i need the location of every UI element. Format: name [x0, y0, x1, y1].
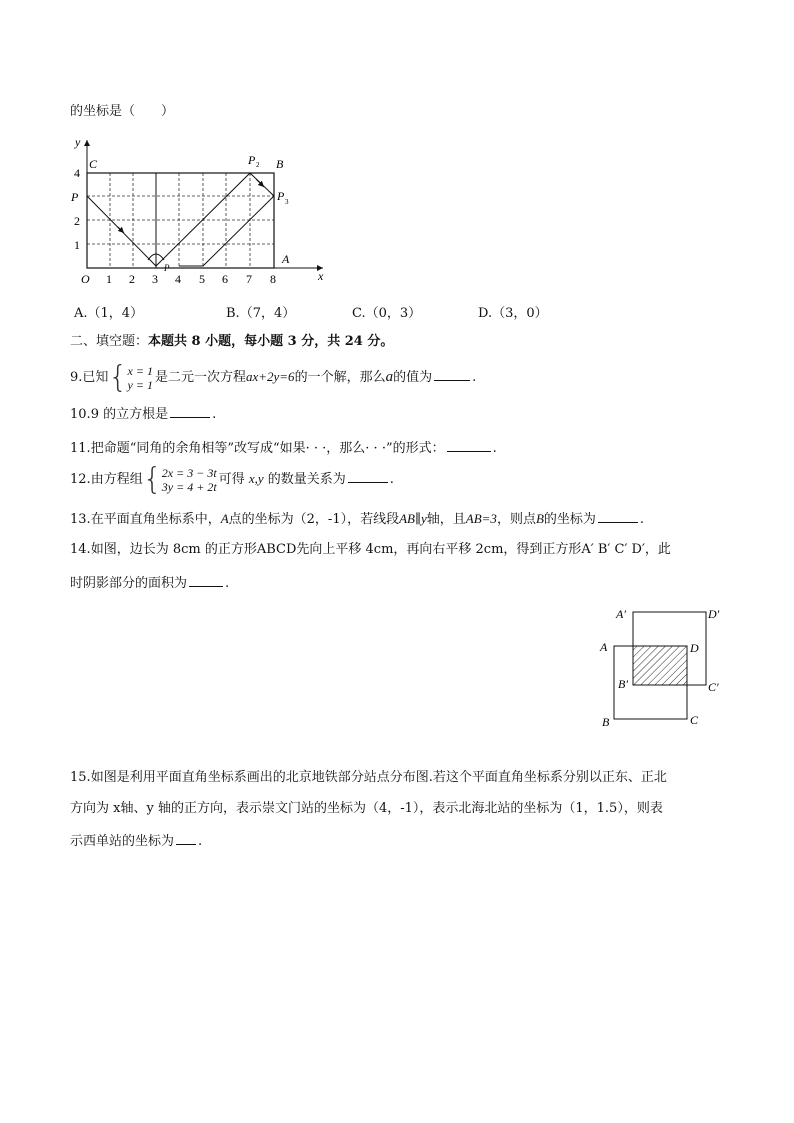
answer-blank-13[interactable]	[598, 508, 638, 523]
point-p3-sub: 3	[285, 198, 289, 206]
x-tick-7: 7	[246, 272, 252, 286]
question-14-line2: 时阴影部分的面积为 .	[70, 572, 229, 594]
point-p2: P	[248, 153, 256, 167]
y-axis-label: y	[75, 135, 81, 149]
question-15-line3: 示西单站的坐标为 .	[70, 830, 202, 852]
question-10: 10.9 的立方根是 .	[70, 403, 216, 425]
question-14-line1: 14.如图，边长为 8cm 的正方形ABCD先向上平移 4cm，再向右平移 2cm，得到正方形A′ B′ C′ D′，此	[70, 542, 671, 557]
answer-blank-10[interactable]	[170, 403, 210, 418]
point-p: P	[71, 190, 79, 204]
x-tick-8: 8	[270, 272, 276, 286]
ball-path	[87, 173, 274, 266]
question-15-line2: 方向为 x轴、y 轴的正方向，表示崇文门站的坐标为（4，-1），表示北海北站的坐标为（1，1.5），则表	[70, 801, 663, 816]
point-p2-sub: 2	[256, 161, 260, 169]
y-tick-4: 4	[74, 166, 80, 180]
x-axis-label: x	[318, 269, 324, 283]
y-tick-1: 1	[74, 238, 80, 252]
shaded-overlap	[633, 646, 687, 685]
x-tick-1: 1	[106, 272, 112, 286]
x-tick-3: 3	[152, 272, 158, 286]
label-a-prime: A′	[616, 607, 626, 621]
point-a: A	[282, 252, 290, 266]
label-b-prime: B′	[618, 677, 628, 691]
y-tick-2: 2	[74, 214, 80, 228]
x-tick-4: 4	[175, 272, 181, 286]
answer-blank-15[interactable]	[176, 830, 196, 845]
label-a: A	[600, 640, 608, 654]
label-c-prime: C′	[708, 680, 719, 694]
label-c: C	[690, 713, 699, 727]
answer-blank-12[interactable]	[348, 468, 388, 483]
label-d-prime: D′	[708, 607, 720, 621]
point-b: B	[276, 157, 284, 171]
question-11: 11.把命题“同角的余角相等”改写成“如果· · ·，那么· · ·”的形式： .	[70, 437, 497, 459]
x-tick-origin: O	[81, 272, 90, 286]
choice-c[interactable]: C.（0，3）	[352, 306, 422, 321]
question-15-line1: 15.如图是利用平面直角坐标系画出的北京地铁部分站点分布图.若这个平面直角坐标系分别以正东、正北	[70, 770, 667, 785]
x-tick-5: 5	[199, 272, 205, 286]
question-12: 12.由方程组{2x = 3 − 3t 3y = 4 + 2t 可得 x,y 的数量关系为 .	[70, 461, 394, 497]
answer-blank-14[interactable]	[189, 572, 223, 587]
x-tick-6: 6	[222, 272, 228, 286]
q14-square-figure	[596, 602, 736, 732]
choice-a[interactable]: A.（1，4）	[74, 306, 144, 321]
label-d: D	[690, 641, 699, 655]
grid-lines	[87, 173, 274, 268]
answer-blank-9[interactable]	[434, 366, 470, 381]
point-p3: P	[277, 189, 285, 203]
section-heading: 二、填空题：本题共 8 小题，每小题 3 分，共 24 分。	[70, 334, 394, 349]
rectangle-ocba	[87, 173, 274, 268]
choice-b[interactable]: B.（7，4）	[226, 306, 296, 321]
point-p1: P	[164, 263, 170, 273]
question-13: 13.在平面直角坐标系中，A点的坐标为（2，-1），若线段AB∥y轴，且AB=3，则点B的坐标为 .	[70, 508, 644, 530]
answer-blank-11[interactable]	[447, 437, 491, 452]
label-b: B	[602, 715, 610, 729]
q8-coordinate-figure	[68, 130, 338, 290]
x-tick-2: 2	[129, 272, 135, 286]
q8-stem-tail: 的坐标是（ ）	[70, 104, 175, 119]
question-9: 9.已知{x = 1 y = 1 是二元一次方程ax+2y=6的一个解，那么a的值为 .	[70, 359, 477, 395]
choice-d[interactable]: D.（3，0）	[478, 306, 548, 321]
point-c: C	[89, 157, 98, 171]
